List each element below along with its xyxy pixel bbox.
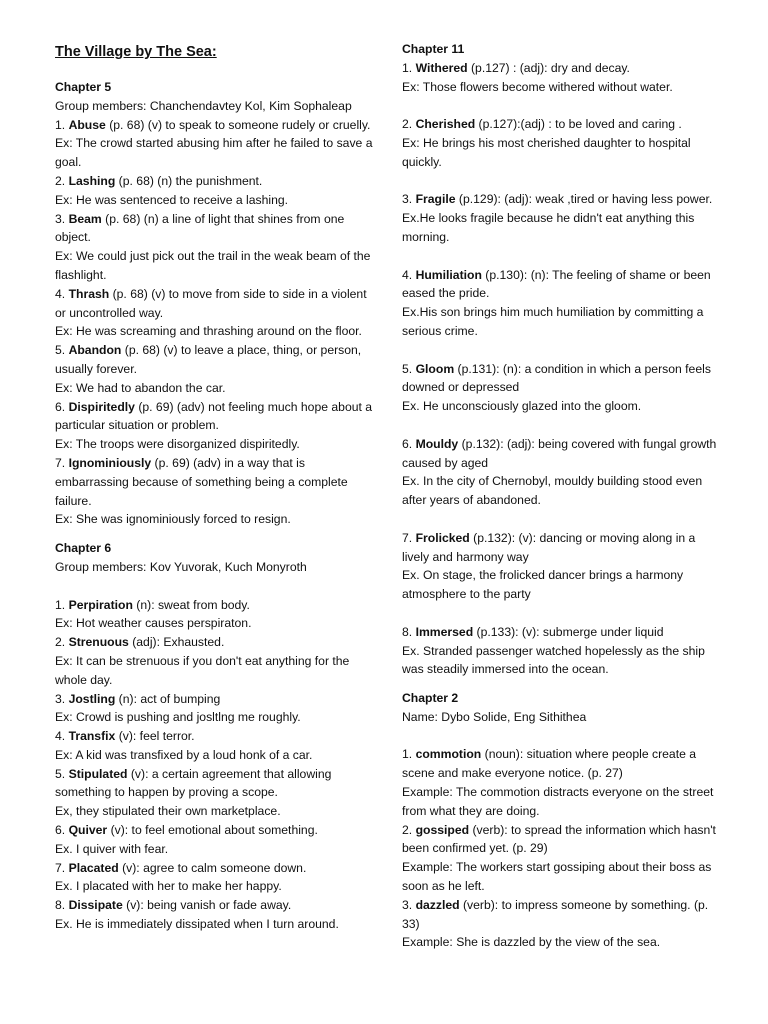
vocab-term: Strenuous (68, 635, 129, 650)
vocab-definition (402, 529, 724, 567)
entry-number: 3. (402, 192, 413, 207)
definition-text: (n): act of bumping (115, 691, 221, 706)
vocab-entry (55, 859, 377, 897)
vocab-example: Ex. I quiver with fear. (55, 841, 169, 856)
definition-text: (p. 68) (n) a line of light that shines from one object. (55, 211, 345, 245)
vocab-definition (402, 435, 724, 473)
vocab-example: Ex: The troops were disorganized dispiritedly. (55, 437, 300, 452)
vocab-definition (55, 454, 377, 510)
vocab-entry (55, 454, 377, 529)
vocab-entry (55, 896, 377, 934)
vocab-term: Fragile (415, 192, 456, 207)
chapter-2-section (402, 689, 724, 952)
vocab-term: gossiped (415, 822, 470, 837)
entry-number: 8. (402, 624, 413, 639)
entry-number: 5. (55, 766, 66, 781)
vocab-example: Ex: We had to abandon the car. (55, 380, 226, 395)
vocab-entry (402, 266, 724, 341)
vocab-definition (55, 821, 377, 840)
vocab-definition (55, 727, 377, 746)
entry-number: 8. (55, 898, 66, 913)
entry-list (402, 745, 724, 952)
vocab-entry (402, 115, 724, 171)
vocab-term: Beam (68, 211, 102, 226)
vocab-example: Ex: He brings his most cherished daughter to hospital quickly. (402, 135, 691, 169)
vocab-term: Jostling (68, 691, 116, 706)
vocab-definition (402, 266, 724, 304)
entry-number: 3. (402, 897, 413, 912)
definition-text: (p. 68) (v) to speak to someone rudely or cruelly. (105, 117, 371, 132)
entry-list (402, 59, 724, 679)
chapter-11-section (402, 40, 724, 679)
vocab-term: Abuse (68, 117, 106, 132)
vocab-entry (55, 172, 377, 210)
chapter-heading: Chapter 2 (402, 691, 459, 706)
vocab-term: Dissipate (68, 898, 123, 913)
vocab-definition (55, 285, 377, 323)
definition-text: (n): sweat from body. (132, 597, 250, 612)
vocab-term: Gloom (415, 361, 455, 376)
definition-text: (v): being vanish or fade away. (122, 898, 292, 913)
entry-number: 4. (55, 729, 66, 744)
vocab-definition (55, 116, 377, 135)
entry-number: 7. (55, 455, 66, 470)
group-members: Name: Dybo Solide, Eng Sithithea (402, 709, 587, 724)
vocab-definition (55, 765, 377, 803)
vocab-example: Ex: Crowd is pushing and josltlng me roughly. (55, 710, 301, 725)
vocab-term: commotion (415, 747, 482, 762)
vocab-definition (402, 190, 724, 209)
entry-number: 1. (402, 747, 413, 762)
definition-text: (p.133): (v): submerge under liquid (473, 624, 664, 639)
vocab-entry (55, 398, 377, 454)
group-members: Group members: Chanchendavtey Kol, Kim Sophaleap (55, 98, 352, 113)
vocab-entry (402, 435, 724, 510)
vocab-term: Abandon (68, 343, 122, 358)
vocab-term: Transfix (68, 729, 116, 744)
vocab-example: Example: She is dazzled by the view of the sea. (402, 935, 661, 950)
vocab-example: Ex: Those flowers become withered without water. (402, 79, 673, 94)
definition-text: (p.129): (adj): weak ,tired or having less power. (455, 192, 713, 207)
vocab-example: Ex. Stranded passenger watched hopelessly as the ship was steadily immersed into the ocean. (402, 643, 705, 677)
vocab-term: Humiliation (415, 267, 482, 282)
vocab-entry (402, 59, 724, 97)
vocab-term: Lashing (68, 173, 116, 188)
definition-text: (p. 68) (n) the punishment. (115, 173, 263, 188)
vocab-entry (402, 623, 724, 679)
vocab-definition (402, 896, 724, 934)
vocab-example: Ex. I placated with her to make her happy. (55, 879, 282, 894)
vocab-entry (55, 596, 377, 634)
definition-text: (p.132): (adj): being covered with fungal growth caused by aged (402, 436, 717, 470)
definition-text: (p.132): (v): dancing or moving along in a lively and harmony way (402, 530, 696, 564)
definition-text: (p.127) : (adj): dry and decay. (467, 60, 630, 75)
definition-text: (v): feel terror. (115, 729, 195, 744)
definition-text: (p.127):(adj) : to be loved and caring . (475, 117, 682, 132)
vocab-entry (402, 529, 724, 604)
vocab-example: Ex. He is immediately dissipated when I turn around. (55, 917, 339, 932)
entry-number: 2. (55, 635, 66, 650)
vocab-term: Dispiritedly (68, 399, 135, 414)
group-members: Group members: Kov Yuvorak, Kuch Monyroth (55, 559, 307, 574)
vocab-example: Ex: She was ignominiously forced to resign. (55, 512, 291, 527)
chapter-heading: Chapter 11 (402, 42, 465, 56)
definition-text: (p. 68) (v) to leave a place, thing, or person, usually forever. (55, 343, 362, 376)
entry-number: 2. (55, 173, 66, 188)
vocab-term: Thrash (68, 286, 110, 301)
definition-text: (p.131): (n): a condition in which a person feels downed or depressed (402, 361, 711, 395)
vocab-entry (55, 210, 377, 285)
vocab-example: Ex: A kid was transfixed by a loud honk of a car. (55, 747, 313, 762)
vocab-entry (402, 896, 724, 952)
entry-number: 7. (402, 530, 413, 545)
vocab-definition (402, 115, 724, 134)
vocab-example: Ex: Hot weather causes perspiraton. (55, 616, 252, 631)
entry-number: 5. (402, 361, 413, 376)
vocab-definition (55, 896, 377, 915)
vocab-entry (55, 285, 377, 341)
definition-text: (verb): to spread the information which hasn't been confirmed yet. (p. 29) (402, 822, 716, 856)
vocab-entry (55, 633, 377, 689)
vocab-entry (55, 727, 377, 765)
entry-number: 6. (55, 823, 66, 838)
entry-number: 6. (55, 399, 66, 414)
vocab-term: Cherished (415, 117, 476, 132)
definition-text: (p. 68) (v) to move from side to side in a violent or uncontrolled way. (55, 286, 367, 320)
vocab-term: Mouldy (415, 436, 459, 451)
vocab-example: Ex. He unconsciously glazed into the gloom. (402, 399, 642, 414)
vocab-example: Ex: The crowd started abusing him after he failed to save a goal. (55, 136, 373, 170)
vocab-definition (55, 210, 377, 248)
chapter-6-section (55, 539, 377, 934)
vocab-term: Immersed (415, 624, 474, 639)
vocab-entry (402, 360, 724, 416)
chapter-heading: Chapter 5 (55, 80, 112, 94)
vocab-example: Ex: He was screaming and thrashing around on the floor. (55, 324, 362, 339)
entry-number: 2. (402, 117, 413, 132)
vocab-term: Ignominiously (68, 455, 152, 470)
entry-number: 1. (402, 60, 413, 75)
entry-list (55, 596, 377, 934)
vocab-example: Ex: It can be strenuous if you don't eat anything for the whole day. (55, 653, 350, 687)
definition-text: (p.130): (n): The feeling of shame or been eased the pride. (402, 267, 711, 301)
vocab-example: Ex. In the city of Chernobyl, mouldy building stood even after years of abandoned. (402, 474, 703, 508)
vocab-definition (55, 690, 377, 709)
vocab-definition (55, 172, 377, 191)
left-column (55, 40, 377, 934)
vocab-entry (402, 745, 724, 820)
vocab-definition (55, 633, 377, 652)
entry-number: 5. (55, 343, 66, 358)
definition-text: (adj): Exhausted. (128, 635, 225, 650)
entry-number: 1. (55, 117, 66, 132)
vocab-term: Frolicked (415, 530, 470, 545)
vocab-example: Example: The commotion distracts everyone on the street from what they are doing. (402, 785, 714, 818)
vocab-entry (55, 690, 377, 728)
entry-number: 3. (55, 211, 66, 226)
vocab-example: Example: The workers start gossiping about their boss as soon as he left. (402, 860, 712, 894)
entry-number: 7. (55, 860, 66, 875)
definition-text: (v): to feel emotional about something. (107, 823, 318, 838)
vocab-term: Perpiration (68, 597, 133, 612)
right-column (402, 40, 724, 952)
vocab-term: Stipulated (68, 766, 128, 781)
vocab-definition (402, 821, 724, 859)
definition-text: (p. 69) (adv) not feeling much hope about a particular situation or problem. (55, 399, 373, 433)
vocab-entry (55, 821, 377, 859)
vocab-example: Ex. On stage, the frolicked dancer brings a harmony atmosphere to the party (402, 568, 684, 602)
vocab-entry (55, 341, 377, 397)
vocab-definition (55, 341, 377, 379)
vocab-definition (402, 745, 724, 783)
vocab-entry (55, 765, 377, 821)
vocab-example: Ex, they stipulated their own marketplace. (55, 804, 281, 819)
vocab-term: Withered (415, 60, 468, 75)
vocab-term: dazzled (415, 897, 460, 912)
definition-text: (verb): to impress someone by something. (p. 33) (402, 897, 709, 931)
vocab-entry (402, 190, 724, 246)
vocab-entry (402, 821, 724, 896)
vocab-example: Ex: He was sentenced to receive a lashing. (55, 192, 289, 207)
entry-number: 3. (55, 691, 66, 706)
vocab-example: Ex.He looks fragile because he didn't eat anything this morning. (402, 211, 695, 244)
vocab-term: Quiver (68, 823, 108, 838)
chapter-heading: Chapter 6 (55, 541, 112, 556)
entry-list (55, 116, 377, 530)
definition-text: (v): agree to calm someone down. (118, 860, 307, 875)
entry-number: 4. (55, 286, 66, 301)
entry-number: 6. (402, 436, 413, 451)
vocab-example: Ex.His son brings him much humiliation by committing a serious crime. (402, 305, 704, 338)
definition-text: (noun): situation where people create a scene and make everyone notice. (p. 27) (402, 747, 697, 781)
vocab-definition (402, 59, 724, 78)
vocab-example: Ex: We could just pick out the trail in the weak beam of the flashlight. (55, 249, 371, 282)
vocab-definition (55, 596, 377, 615)
definition-text: (p. 69) (adv) in a way that is embarrassing because of something being a complete failure. (55, 455, 348, 508)
entry-number: 1. (55, 597, 66, 612)
vocab-definition (402, 360, 724, 398)
vocab-definition (55, 859, 377, 878)
definition-text: (v): a certain agreement that allowing something to happen by proving a scope. (55, 766, 332, 800)
vocab-definition (55, 398, 377, 436)
vocab-definition (402, 623, 724, 642)
entry-number: 4. (402, 267, 413, 282)
document-title: The Village by The Sea: (55, 44, 217, 60)
entry-number: 2. (402, 822, 413, 837)
vocab-term: Placated (68, 860, 119, 875)
chapter-5-section (55, 78, 377, 529)
vocab-entry (55, 116, 377, 172)
